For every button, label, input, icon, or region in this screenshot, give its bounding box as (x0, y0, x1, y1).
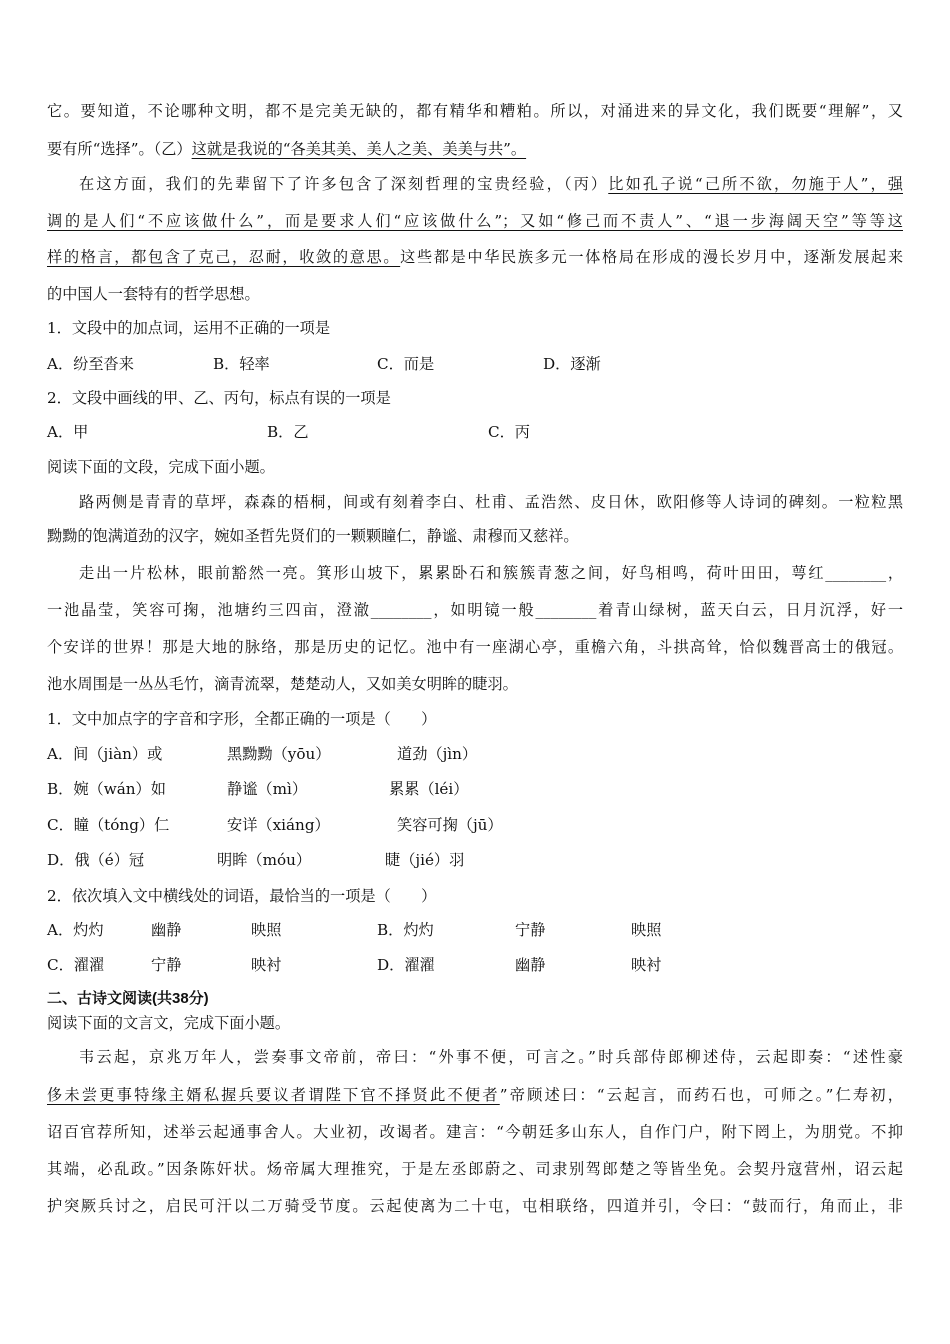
punctuation-question-underlined: 侈未尝更事特缘主婿私握兵要议者谓陛下官不择贤此不便者 (47, 1086, 500, 1104)
option-c-3: 笑容可掬（jū） (397, 816, 503, 834)
option-a-1: A．灼灼 (47, 921, 104, 939)
question-stem: 2．文段中画线的甲、乙、丙句，标点有误的一项是 (47, 389, 391, 407)
option-b-3: 累累（léi） (389, 780, 469, 798)
passage2-line: 池水周围是一丛丛毛竹，滴青流翠，楚楚动人，又如美女明眸的睫羽。 (47, 675, 518, 693)
option-b-1: B．灼灼 (377, 921, 434, 939)
classical-text-line: 护突厥兵讨之，启民可汗以二万骑受节度。云起使离为二十屯，屯相联络，四道并引，令曰：“鼓而行，角而止，非 (47, 1197, 903, 1215)
passage1-line: 它。要知道，不论哪种文明，都不是完美无缺的，都有精华和糟粕。所以，对涌进来的异文化，我们既要“理解”，又 (47, 102, 903, 120)
question-stem: 1．文段中的加点词，运用不正确的一项是 (47, 319, 331, 337)
question-stem: 2．依次填入文中横线处的词语，最恰当的一项是（ ） (47, 887, 437, 905)
option-a-1: A．间（jiàn）或 (47, 745, 163, 763)
option-c-1: C．濯濯 (47, 956, 105, 974)
option-c-2: 宁静 (151, 956, 182, 974)
option-d-1: D．濯濯 (377, 956, 435, 974)
option-c-3: 映衬 (251, 956, 282, 974)
option-b-2: 宁静 (515, 921, 546, 939)
reading-instruction: 阅读下面的文言文，完成下面小题。 (47, 1014, 290, 1032)
option-a-3: 道劲（jìn） (397, 745, 478, 763)
option-d-3: 映衬 (631, 956, 662, 974)
passage1-line: 的中国人一套特有的哲学思想。 (47, 285, 260, 303)
passage1-line: 样的格言，都包含了克己，忍耐，收敛的意思。这些都是中华民族多元一体格局在形成的漫长岁月中，逐渐发展起来 (47, 248, 904, 266)
option-a: A．纷至沓来 (47, 355, 134, 373)
option-d-2: 幽静 (515, 956, 546, 974)
passage2-line: 路两侧是青青的草坪，森森的梧桐，间或有刻着李白、杜甫、孟浩然、皮日休，欧阳修等人诗词的碑刻。一粒粒黑 (79, 493, 903, 511)
passage1-line-underlined: 调的是人们“不应该做什么”，而是要求人们“应该做什么”；又如“修己而不责人”、“退一步海阔天空”等等这 (47, 212, 903, 230)
option-b-3: 映照 (631, 921, 662, 939)
option-b: B．轻率 (213, 355, 270, 373)
option-c-1: C．瞳（tóng）仁 (47, 816, 170, 834)
reading-instruction: 阅读下面的文段，完成下面小题。 (47, 458, 275, 476)
option-a: A．甲 (47, 423, 89, 441)
option-c: C．丙 (488, 423, 530, 441)
passage1-line: 在这方面，我们的先辈留下了许多包含了深刻哲理的宝贵经验，（丙）比如孔子说“己所不欲，勿施于人”，强 (79, 175, 903, 193)
classical-text-line: 韦云起，京兆万年人，尝奏事文帝前，帝曰：“外事不便，可言之。”时兵部侍郎柳述侍，云起即奏：“述性豪 (79, 1048, 903, 1066)
option-d: D．逐渐 (543, 355, 601, 373)
sentence-bing-underlined: 比如孔子说“己所不欲，勿施于人”，强 (608, 175, 903, 193)
section-heading: 二、古诗文阅读(共38分) (47, 990, 209, 1007)
option-d-2: 明眸（móu） (217, 851, 312, 869)
option-a-2: 幽静 (151, 921, 182, 939)
passage2-line: 个安详的世界！那是大地的脉络，那是历史的记忆。池中有一座湖心亭，重檐六角，斗拱高耸，恰似魏晋高士的俄冠。 (47, 638, 903, 656)
sentence-yi-underlined: 这就是我说的“各美其美、美人之美、美美与共”。 (191, 140, 527, 158)
option-c: C．而是 (377, 355, 435, 373)
option-d-1: D．俄（é）冠 (47, 851, 145, 869)
passage2-line: 走出一片松林，眼前豁然一亮。箕形山坡下，累累卧石和簇簇青葱之间，好鸟相鸣，荷叶田田，萼红________， (79, 564, 903, 582)
passage1-line: 要有所“选择”。（乙）这就是我说的“各美其美、美人之美、美美与共”。 (47, 140, 527, 158)
passage2-line: 一池晶莹，笑容可掬，池塘约三四亩，澄澈________，如明镜一般________着青山绿树，蓝天白云，日月沉浮，好一 (47, 601, 903, 619)
option-a-2: 黑黝黝（yōu） (227, 745, 331, 763)
option-a-3: 映照 (251, 921, 282, 939)
passage2-line: 黝黝的饱满道劲的汉字，婉如圣哲先贤们的一颗颗瞳仁，静谧、肃穆而又慈祥。 (47, 527, 579, 545)
classical-text-line: 诏百官荐所知，述举云起通事舍人。大业初，改谒者。建言：“今朝廷多山东人，自作门户，附下罔上，为朋党。不抑 (47, 1123, 903, 1141)
option-b-1: B．婉（wán）如 (47, 780, 166, 798)
option-b-2: 静谧（mì） (227, 780, 308, 798)
option-d-3: 睫（jié）羽 (385, 851, 465, 869)
question-stem: 1．文中加点字的字音和字形，全都正确的一项是（ ） (47, 710, 437, 728)
option-b: B．乙 (267, 423, 309, 441)
classical-text-line: 侈未尝更事特缘主婿私握兵要议者谓陛下官不择贤此不便者”帝顾述曰：“云起言，而药石也，可师之。”仁寿初， (47, 1086, 903, 1104)
option-c-2: 安详（xiáng） (227, 816, 330, 834)
classical-text-line: 其端，必乱政。”因条陈奸状。炀帝属大理推究，于是左丞郎蔚之、司隶别驾郎楚之等皆坐免。会契丹寇营州，诏云起 (47, 1160, 903, 1178)
